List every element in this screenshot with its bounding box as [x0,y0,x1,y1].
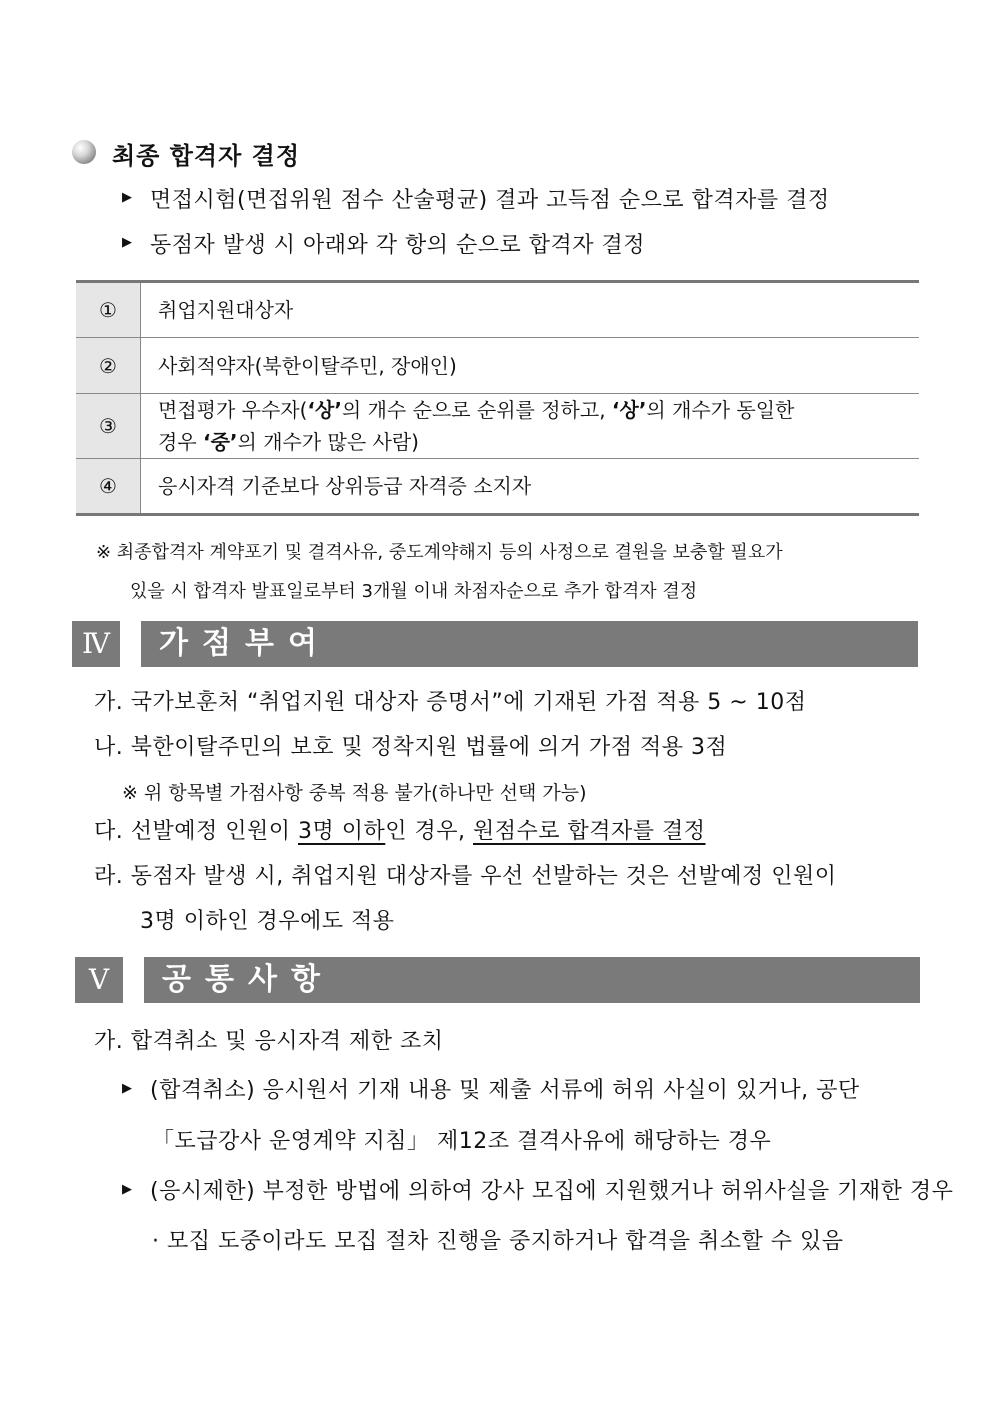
row-number: ① [76,282,141,338]
cancel-line-1: (합격취소) 응시원서 기재 내용 및 제출 서류에 허위 사실이 있거나, 공단 [150,1078,860,1103]
bonus-note: ※ 위 항목별 가점사항 중복 적용 불가(하나만 선택 가능) [122,782,587,804]
bonus-item-ra-line-2: 3명 이하인 경우에도 적용 [140,909,395,934]
section-number: Ⅳ [72,621,120,667]
row-number: ② [76,338,141,394]
section-title: 공통사항 [144,957,920,1003]
section-number: Ⅴ [75,957,123,1003]
triangle-bullet-icon: ▶ [122,235,132,250]
note-line-1: ※ 최종합격자 계약포기 및 결격사유, 중도계약해지 등의 사정으로 결원을 보충할 필요가 [96,542,783,563]
triangle-bullet-icon: ▶ [122,1182,132,1197]
row-number: ④ [76,459,141,515]
bonus-item-ra-line-1: 라. 동점자 발생 시, 취업지원 대상자를 우선 선발하는 것은 선발예정 인원이 [94,864,837,889]
restriction-line: (응시제한) 부정한 방법에 의하여 강사 모집에 지원했거나 허위사실을 기재한 경우 [150,1179,954,1204]
row-text: 응시자격 기준보다 상위등급 자격증 소지자 [158,474,532,498]
row-text: 사회적약자(북한이탈주민, 장애인) [141,338,920,394]
final-bullet-2: 동점자 발생 시 아래와 각 항의 순으로 합격자 결정 [150,233,645,258]
bonus-item-na: 나. 북한이탈주민의 보호 및 정착지원 법률에 의거 가점 적용 3점 [94,735,728,760]
table-row [76,459,919,515]
common-item-ga: 가. 합격취소 및 응시자격 제한 조치 [94,1029,444,1054]
cancel-line-2: 「도급강사 운영계약 지침」 제12조 결격사유에 해당하는 경우 [152,1129,772,1154]
final-bullet-1: 면접시험(면접위원 점수 산술평균) 결과 고득점 순으로 합격자를 결정 [150,188,830,213]
note-line-2: 있을 시 합격자 발표일로부터 3개월 이내 차점자순으로 추가 합격자 결정 [130,581,698,602]
row-text: 취업지원대상자 [141,282,920,338]
bonus-item-da: 다. 선발예정 인원이 3명 이하인 경우, 원점수로 합격자를 결정 [94,819,706,844]
row-text: 면접평가 우수자(‘상’의 개수 순으로 순위를 정하고, ‘상’의 개수가 동일한 경우 ‘중’의 개수가 많은 사람) [141,394,920,459]
bonus-item-ga: 가. 국가보훈처 “취업지원 대상자 증명서”에 기재된 가점 적용 5 ~ 10점 [94,690,807,715]
triangle-bullet-icon: ▶ [122,1081,132,1096]
table-row [76,394,919,459]
triangle-bullet-icon: ▶ [122,190,132,205]
table-row [76,282,919,338]
table-row [76,338,919,394]
restriction-sub: · 모집 도중이라도 모집 절차 진행을 중지하거나 합격을 취소할 수 있음 [152,1229,844,1254]
final-heading: 최종 합격자 결정 [112,142,300,170]
tie-break-table [76,280,919,516]
sphere-bullet-icon [72,140,96,164]
section-title: 가점부여 [141,621,918,667]
row-number: ③ [76,394,141,459]
